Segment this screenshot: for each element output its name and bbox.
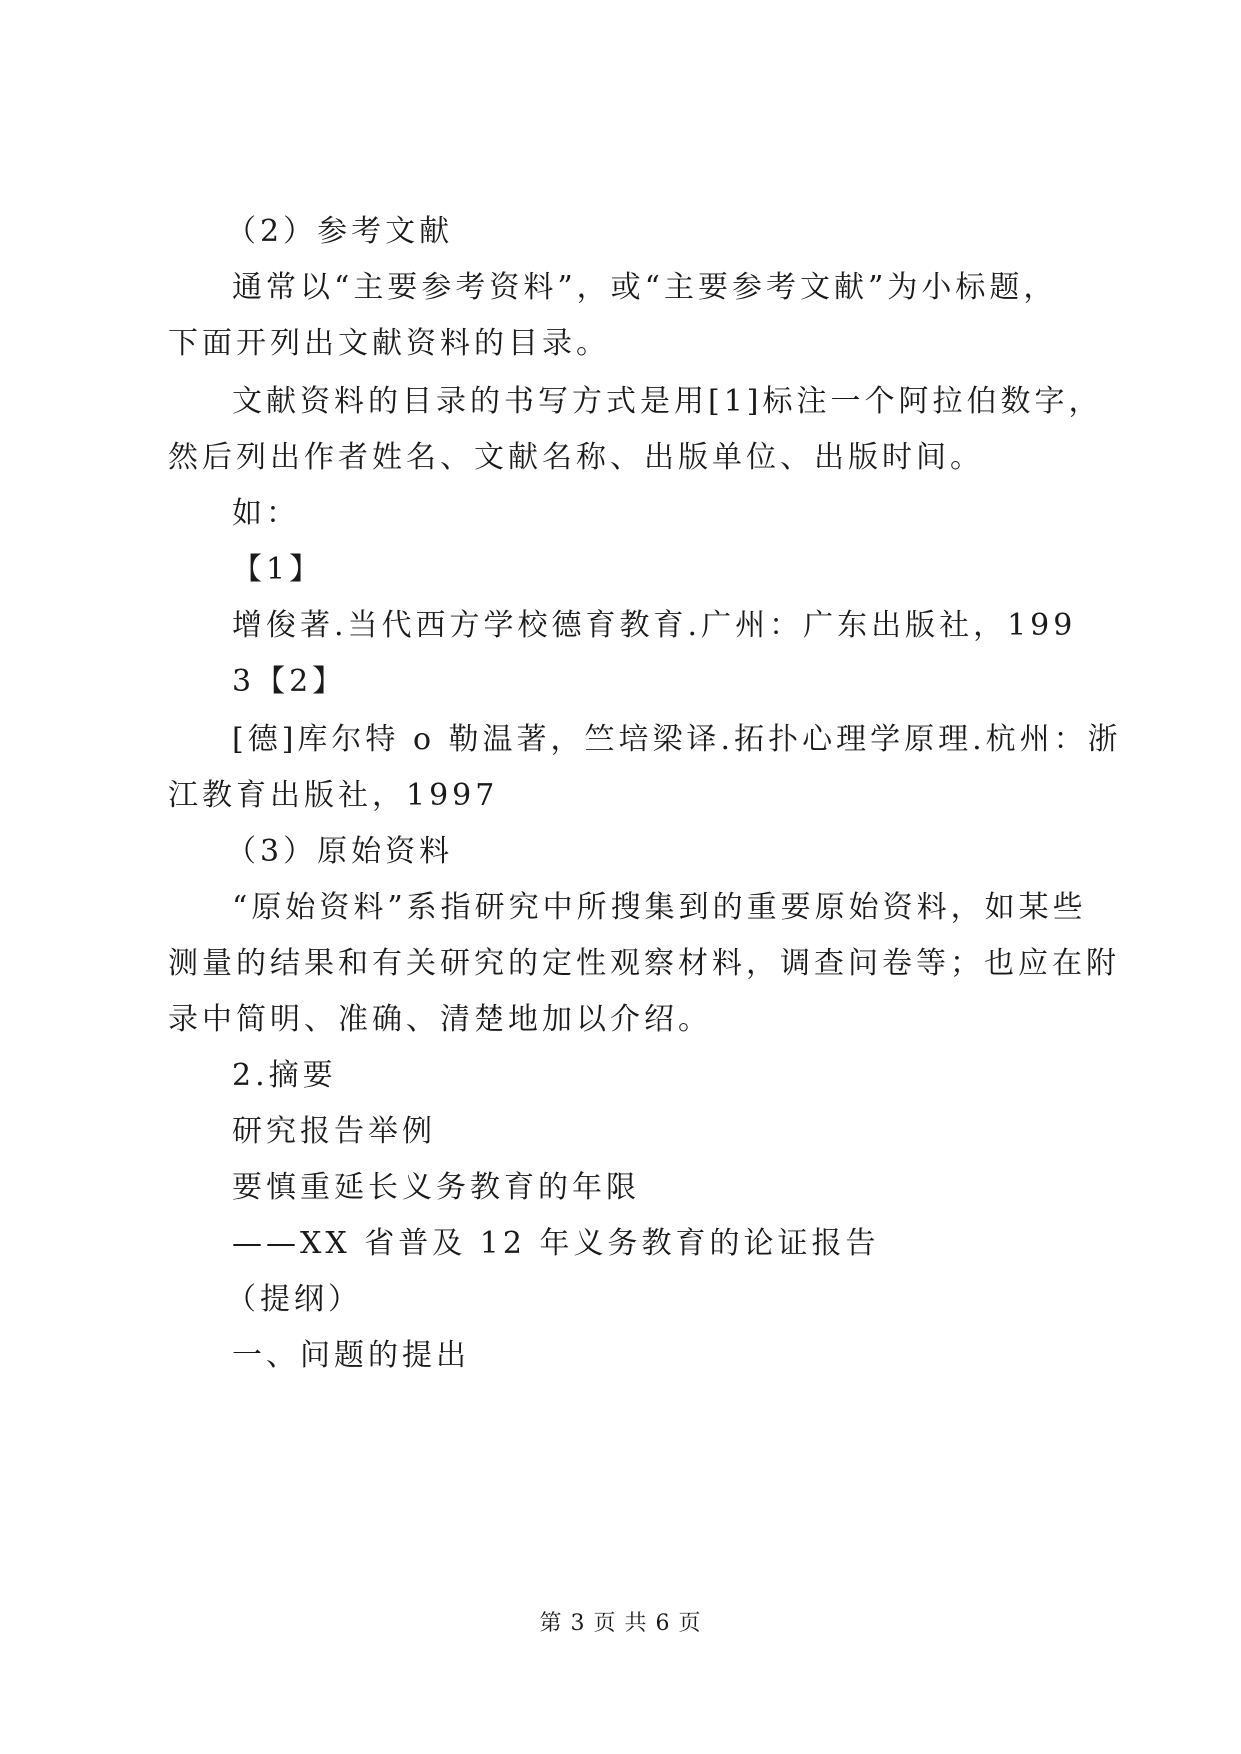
- report-subtitle: ——XX 省普及 12 年义务教育的论证报告: [232, 1226, 880, 1261]
- reference-entry: 3【2】: [232, 664, 347, 699]
- paragraph-line: 文献资料的目录的书写方式是用[1]标注一个阿拉伯数字，: [232, 384, 1103, 419]
- section-heading-abstract: 2.摘要: [232, 1058, 337, 1093]
- section-heading-references: （2）参考文献: [226, 214, 454, 249]
- page-footer: 第 3 页 共 6 页: [539, 1611, 702, 1636]
- section-heading-raw-materials: （3）原始资料: [226, 834, 454, 869]
- paragraph-line: 录中简明、准确、清楚地加以介绍。: [168, 1002, 712, 1037]
- paragraph-line: 然后列出作者姓名、文献名称、出版单位、出版时间。: [168, 440, 984, 475]
- reference-entry: [德]库尔特 o 勒温著，竺培梁译.拓扑心理学原理.杭州：浙: [232, 722, 1122, 757]
- paragraph-line: “原始资料”系指研究中所搜集到的重要原始资料，如某些: [232, 890, 1087, 925]
- outline-label: （提纲）: [226, 1282, 362, 1317]
- section-heading-example: 研究报告举例: [232, 1114, 436, 1149]
- paragraph-line: 如：: [232, 496, 300, 531]
- report-title: 要慎重延长义务教育的年限: [232, 1170, 640, 1205]
- reference-entry: 增俊著.当代西方学校德育教育.广州：广东出版社，199: [232, 608, 1077, 643]
- outline-heading-1: 一、问题的提出: [232, 1338, 470, 1373]
- reference-entry: 江教育出版社，1997: [168, 778, 499, 813]
- reference-marker: 【1】: [232, 552, 324, 587]
- paragraph-line: 通常以“主要参考资料”，或“主要参考文献”为小标题，: [232, 270, 1058, 305]
- paragraph-line: 测量的结果和有关研究的定性观察材料，调查问卷等；也应在附: [168, 946, 1120, 981]
- paragraph-line: 下面开列出文献资料的目录。: [168, 326, 610, 361]
